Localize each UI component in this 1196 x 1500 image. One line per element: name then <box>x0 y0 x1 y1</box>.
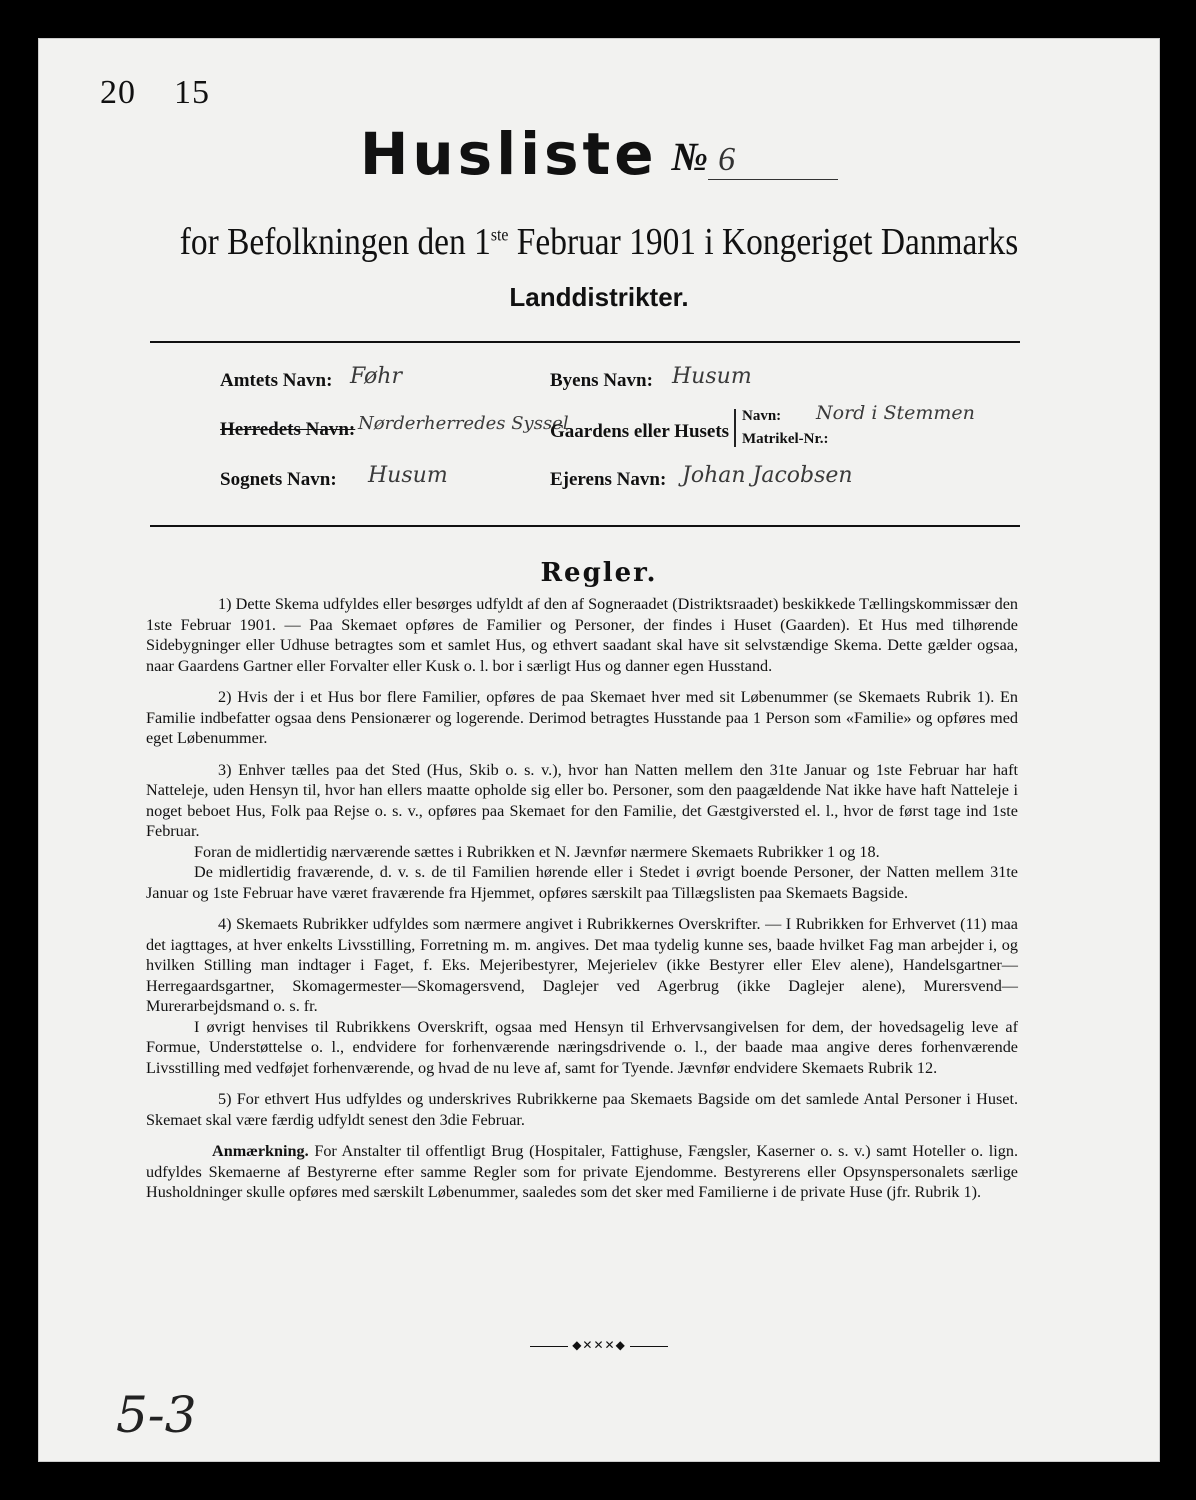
rule-1: 1) Dette Skema udfyldes eller besørges udfyldt af den af Sogneraadet (Distriktsraadet) beskikkede Tællingskommissær den 1ste Februar 1901. — Paa Skemaet opføres de Familier og Personer, der findes i Huset (Gaarden). Et Hus med tilhørende Sidebygninger eller Udhuse betragtes som et samlet Hus, og ethvert saadant skal have sit selvstændige Skema. Dette gælder ogsaa, naar Gaardens Gartner eller Forvalter eller Kusk o. l. bor i særligt Hus og danner egen Husstand. <box>146 595 1018 675</box>
handwritten-bottom-note: 5-3 <box>116 1386 197 1444</box>
rule-5: 5) For ethvert Hus udfyldes og underskrives Rubrikkerne paa Skemaets Bagside om det samlede Antal Personer i Huset. Skemaet skal være færdig udfyldt senest den 3die Februar. <box>146 1090 1018 1129</box>
note-text: For Anstalter til offentligt Brug (Hospitaler, Fattighuse, Fængsler, Kaserner o. s. v.) samt Hoteller o. lign. udfyldes Skemaerne af Bestyrerne efter samme Regler som for private Ejendomme. Bestyrerens eller Opsynspersonalets særlige Husholdninger skulle opføres med særskilt Løbenummer, saaledes som det sker med Familierne i de private Huse (jfr. Rubrik 1). <box>146 1142 1018 1201</box>
rule-note <box>146 1141 1018 1203</box>
navn-label: Navn: <box>742 408 782 424</box>
number-label: № <box>671 134 709 179</box>
form-title <box>38 120 1160 188</box>
title-text: Husliste <box>359 120 658 188</box>
rule-4: 4) Skemaets Rubrikker udfyldes som nærmere angivet i Rubrikkernes Overskrifter. — I Rubrikken for Erhvervet (11) maa det iagttages, at hver enkelts Livsstilling, Forretning m. m. angives. Det maa tydelig kunne ses, baade hvilket Fag man arbejder i, og hvilken Stilling man indtager i Faget, f. Eks. Mejeribestyrer, Mejerielev (ikke Bestyrer eller Elev alene), Handelsgartner—Herregaardsgartner, Skomagermester—Skomagersvend, Daglejer ved Agerbrug (ikke Daglejer alene), Murersvend—Murerarbejdsmand o. s. fr. <box>146 915 1018 1015</box>
rules-body <box>146 594 1018 1214</box>
ornament-glyph: ◆✕✕✕◆ <box>572 1338 626 1352</box>
corner-number-right: 15 <box>174 74 210 111</box>
herred-value: Nørderherredes Syssel <box>358 413 569 434</box>
herred-label: Herredets Navn: <box>220 419 356 440</box>
district-heading: Landdistrikter. <box>509 282 689 312</box>
rule-3c: De midlertidig fraværende, d. v. s. de til Familien hørende eller i Stedet i øvrigt boende Personer, der Natten mellem 31te Januar og 1ste Februar have været fraværende fra Hjemmet, opføres særskilt paa Tillægslisten paa Skemaets Bagside. <box>146 863 1018 902</box>
subtitle-pre: for Befolkningen den 1 <box>179 221 491 263</box>
ejer-value: Johan Jacobsen <box>682 463 853 488</box>
amt-value: Føhr <box>350 364 402 389</box>
byens-label: Byens Navn: <box>550 370 653 391</box>
field-brace <box>734 409 736 447</box>
sogn-label: Sognets Navn: <box>220 469 337 490</box>
sogn-value: Husum <box>368 463 448 488</box>
ornament-line-right <box>630 1346 668 1347</box>
top-rule <box>150 341 1020 343</box>
rules-heading: Regler. <box>540 558 658 588</box>
ornament <box>38 1338 1160 1353</box>
rule-4b: I øvrigt henvises til Rubrikkens Overskrift, ogsaa med Hensyn til Erhvervsangivelsen for dem, der hovedsagelig leve af Formue, Understøttelse o. l., endvidere for forhenværende næringsdrivende o. l., der baade maa angive deres forhenværende Livsstilling med vedføjet forhenværende, og hvad de nu leve af, samt for Tyende. Jævnfør endvidere Skemaets Rubrik 12. <box>146 1017 1018 1077</box>
ejer-label: Ejerens Navn: <box>550 469 667 490</box>
matrikel-label: Matrikel-Nr.: <box>742 431 829 447</box>
byens-value: Husum <box>672 364 752 389</box>
form-subtitle <box>105 220 1092 264</box>
note-label: Anmærkning. <box>212 1142 309 1160</box>
number-value: 6 <box>708 141 838 180</box>
corner-number-left: 20 <box>100 74 136 111</box>
gaard-label: Gaardens eller Husets <box>550 421 730 442</box>
amt-label: Amtets Navn: <box>220 370 333 391</box>
ornament-line-left <box>530 1346 568 1347</box>
subtitle-post: Februar 1901 i Kongeriget Danmarks <box>508 221 1019 263</box>
middle-rule <box>150 525 1020 527</box>
subtitle-sup: ste <box>490 224 509 245</box>
census-form-page <box>38 38 1160 1462</box>
rule-3: 3) Enhver tælles paa det Sted (Hus, Skib o. s. v.), hvor han Natten mellem den 31te Januar og 1ste Februar har haft Natteleje, uden Hensyn til, hvor han ellers maatte opholde sig eller bo. Personer, som den paagældende Nat ikke have haft Natteleje i noget beboet Hus, Folk paa Rejse o. s. v., opføres paa Skemaet for den Familie, det Gæstgiversted el. l., hvor de først tage ind 1ste Februar. <box>146 760 1018 840</box>
rule-2: 2) Hvis der i et Hus bor flere Familier, opføres de paa Skemaet hver med sit Løbenummer (se Skemaets Rubrik 1). En Familie indbefatter ogsaa dens Pensionærer og logerende. Derimod betragtes Husstande paa 1 Person som «Familie» og opføres med eget Løbenummer. <box>146 688 1018 747</box>
rule-3b: Foran de midlertidig nærværende sættes i Rubrikken et N. Jævnfør nærmere Skemaets Rubrikker 1 og 18. <box>194 842 880 861</box>
navn-value: Nord i Stemmen <box>816 402 975 424</box>
